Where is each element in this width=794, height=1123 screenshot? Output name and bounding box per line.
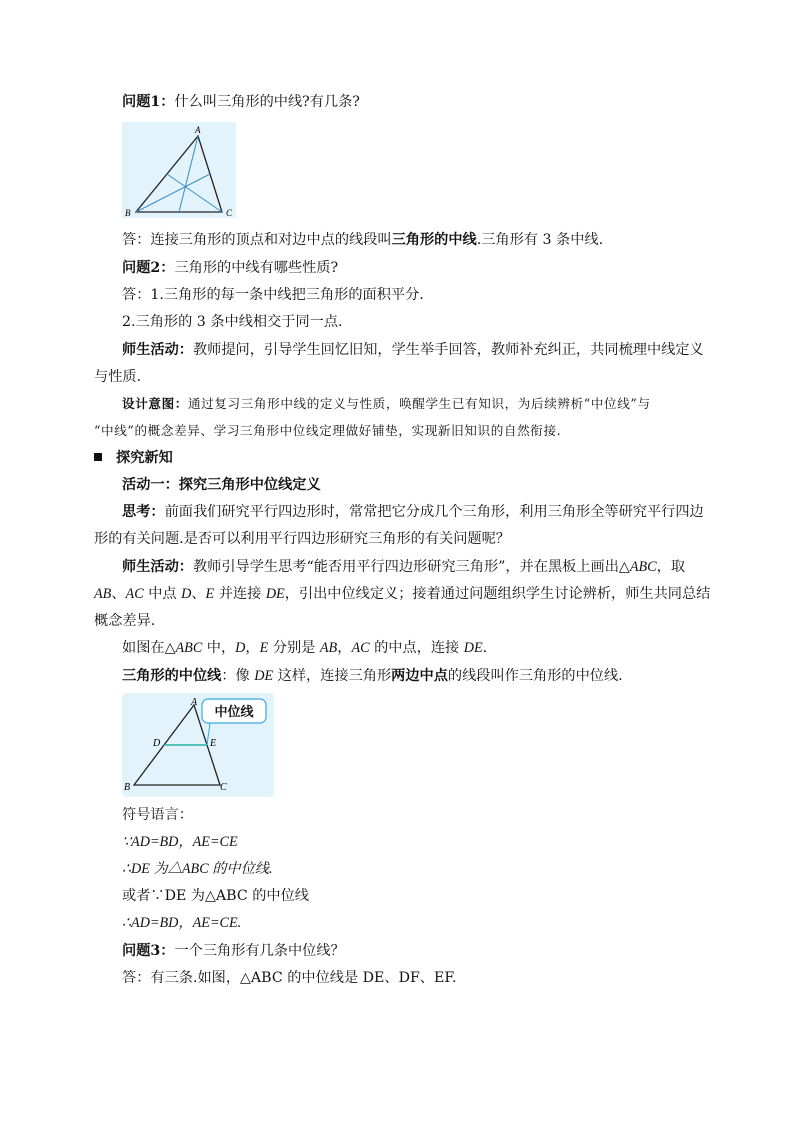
seg-ab: AB (94, 586, 112, 602)
symbol-language-label: 符号语言： (122, 807, 193, 823)
section-heading-text: 探究新知 (116, 450, 173, 466)
think-text: 前面我们研究平行四边形时，常常把它分成几个三角形，利用三角形全等研究平行四边 (164, 504, 704, 520)
sep-2: 、 (191, 586, 206, 602)
midline-figure (122, 693, 274, 797)
intro-f: E (259, 640, 269, 656)
activity-2-line-2 (94, 584, 710, 604)
activity-2-label: 师生活动： (122, 559, 193, 575)
point-d: D (181, 586, 192, 602)
question-1 (122, 92, 360, 112)
point-e: E (205, 586, 215, 602)
activity-2-triangle-symbol: △ (618, 559, 630, 575)
text-midpoint: 中点 (143, 586, 182, 602)
question-1-label: 问题1： (122, 94, 175, 110)
activity-2-abc: ABC (629, 559, 657, 575)
point-e-label: E (210, 738, 217, 749)
intro-j: AC (351, 640, 370, 656)
intro-g: 分别是 (268, 640, 320, 656)
symbol-line-3: 或者∵DE 为△ABC 的中位线 (122, 888, 309, 904)
activity-1-label: 师生活动： (122, 342, 193, 358)
answer-3: 答：有三条.如图，△ABC 的中位线是 DE、DF、EF. (122, 970, 457, 986)
sep-1: 、 (111, 586, 126, 602)
symbol-line-2: ∴DE 为△ABC 的中位线. (122, 861, 273, 877)
question-3 (122, 941, 345, 961)
definition-bold: 两边中点 (391, 668, 448, 684)
activity-1-line-1 (122, 340, 704, 360)
question-3-text: 一个三角形有几条中位线？ (174, 943, 345, 959)
callout-label: 中位线 (214, 705, 254, 720)
vertex-a-label-2: A (191, 697, 198, 708)
design-intent-line-2: “中线”的概念差异、学习三角形中位线定理做好铺垫，实现新旧知识的自然衔接. (94, 423, 562, 438)
question-2 (122, 258, 338, 278)
answer-1 (122, 230, 603, 250)
answer-1-post: .三角形有 3 条中线. (476, 232, 604, 248)
vertex-c-label: C (226, 208, 233, 218)
question-2-label: 问题2： (122, 260, 175, 276)
activity-one-title: 活动一：探究三角形中位线定义 (122, 477, 321, 493)
symbol-line-4: ∴AD=BD，AE=CE. (122, 915, 242, 931)
intro-a: 如图在△ (122, 640, 176, 656)
intro-e: ， (245, 640, 260, 656)
design-intent-label: 设计意图： (122, 396, 188, 411)
question-1-text: 什么叫三角形的中线?有几条? (174, 94, 360, 110)
seg-de: DE (265, 586, 285, 602)
seg-ac: AC (125, 586, 144, 602)
activity-1-text: 教师提问，引导学生回忆旧知，学生举手回答，教师补充纠正，共同梳理中线定义 (192, 342, 704, 358)
answer-2-line-1: 答：1.三角形的每一条中线把三角形的面积平分. (122, 287, 424, 303)
think-label: 思考： (122, 504, 165, 520)
definition-label: 三角形的中位线 (122, 668, 222, 684)
medians-figure (122, 122, 236, 218)
vertex-b-label-2: B (124, 782, 131, 793)
activity-2-text-a: 教师引导学生思考“能否用平行四边形研究三角形”，并在黑板上画出 (192, 559, 619, 575)
answer-1-bold: 三角形的中线 (391, 232, 477, 248)
activity-2-line-1 (122, 557, 685, 577)
intro-l: DE (463, 640, 483, 656)
think-line-1 (122, 502, 704, 522)
section-heading (94, 448, 173, 468)
question-2-text: 三角形的中线有哪些性质? (174, 260, 339, 276)
activity-1-line-2: 与性质. (94, 369, 142, 385)
vertex-c-label-2: C (220, 782, 227, 793)
intro-m: . (482, 640, 488, 656)
answer-2-line-2: 2.三角形的 3 条中线相交于同一点. (122, 314, 343, 330)
intro-c: 中， (202, 640, 236, 656)
midline-definition (122, 666, 623, 686)
activity-2-line-3: 概念差异. (94, 613, 156, 629)
vertex-b-label: B (125, 208, 131, 218)
text-rest: ，引出中位线定义；接着通过问题组织学生讨论辨析，师生共同总结 (284, 586, 711, 602)
activity-2-text-d: ，取 (656, 559, 686, 575)
question-3-label: 问题3： (122, 943, 175, 959)
point-d-label: D (153, 738, 161, 749)
definition-d: 的线段叫作三角形的中位线. (447, 668, 623, 684)
think-line-2: 形的有关问题.是否可以利用平行四边形研究三角形的有关问题呢？ (94, 531, 510, 547)
intro-d: D (235, 640, 246, 656)
square-bullet-icon (94, 453, 102, 461)
design-intent-text: 通过复习三角形中线的定义与性质，唤醒学生已有知识，为后续辨析“中位线”与 (187, 396, 651, 411)
intro-b: ABC (175, 640, 203, 656)
definition-de: DE (254, 668, 274, 684)
definition-c: 这样，连接三角形 (273, 668, 392, 684)
figure-intro (122, 638, 487, 658)
definition-a: ：像 (221, 668, 255, 684)
intro-i: ， (337, 640, 352, 656)
vertex-a-label: A (195, 125, 201, 135)
design-intent-line-1 (122, 394, 651, 414)
symbol-line-1: ∵AD=BD，AE=CE (122, 834, 238, 850)
answer-1-pre: 答：连接三角形的顶点和对边中点的线段叫 (122, 232, 392, 248)
intro-h: AB (319, 640, 338, 656)
intro-k: 的中点，连接 (369, 640, 464, 656)
text-connect: 并连接 (214, 586, 266, 602)
